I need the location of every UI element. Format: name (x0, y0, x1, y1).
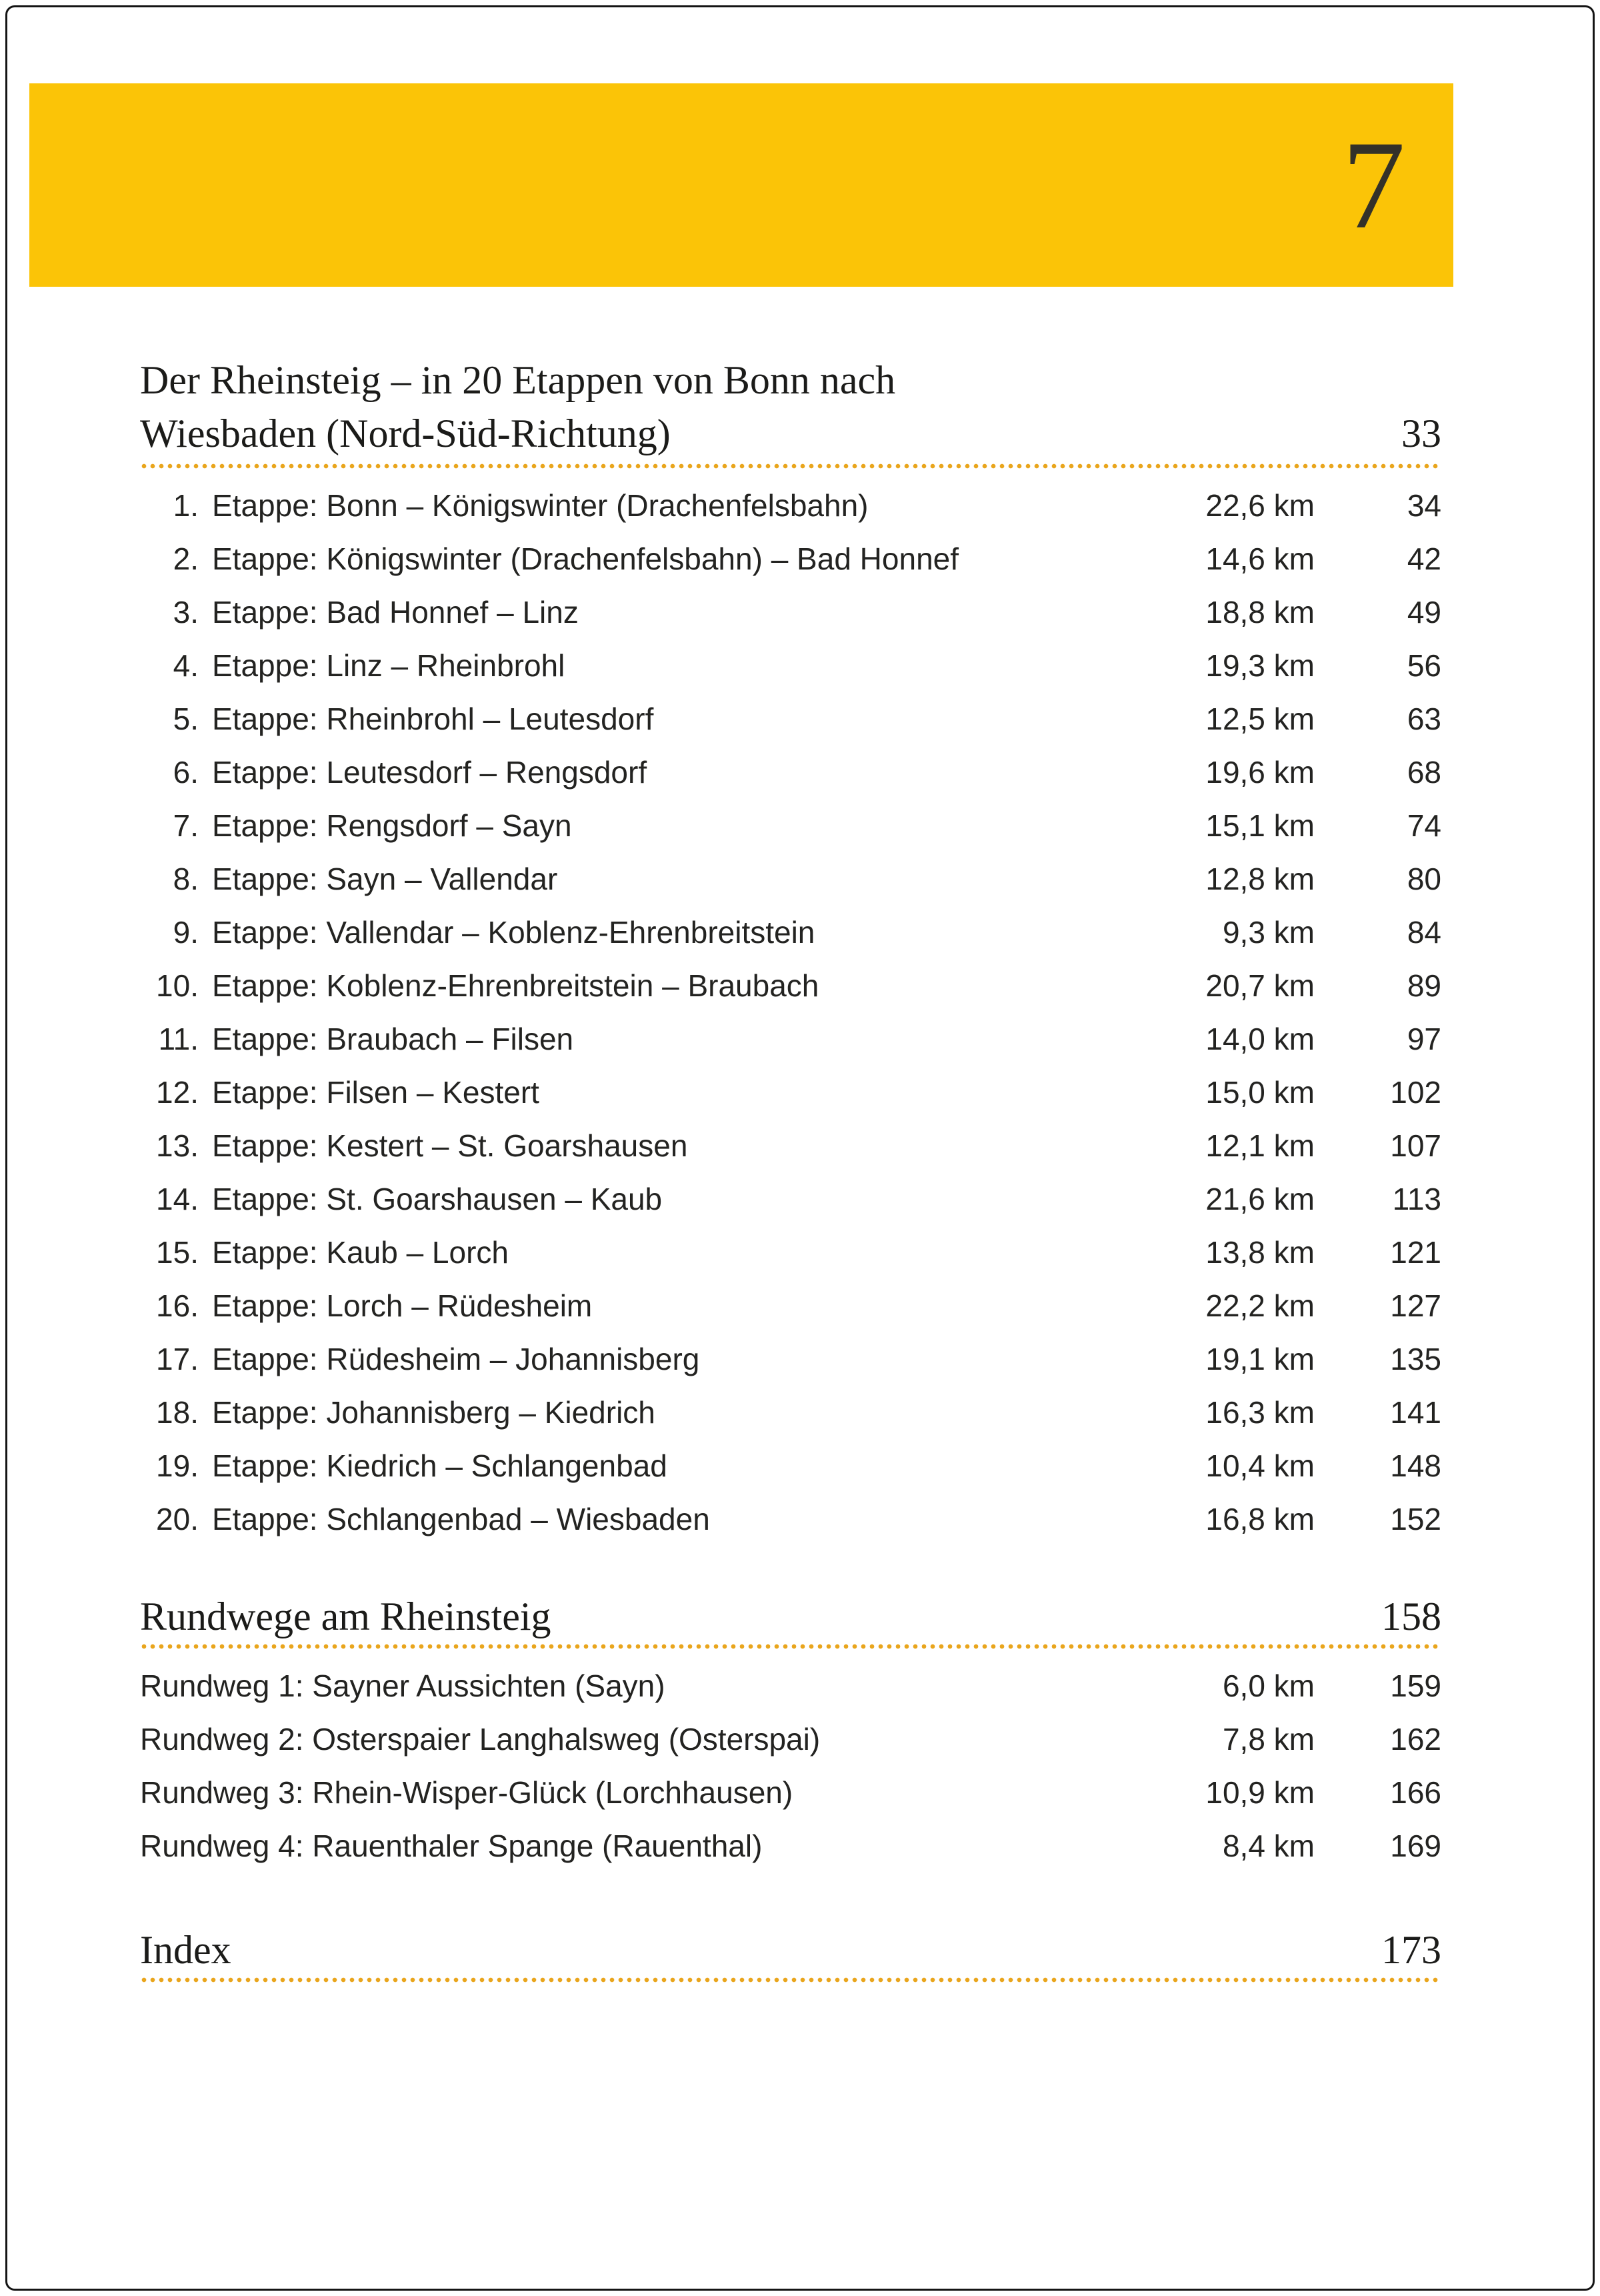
toc-entry-row (140, 852, 1441, 906)
entry-distance: 19,6 km (1205, 755, 1315, 790)
entry-distance: 19,3 km (1205, 648, 1315, 683)
entry-distance: 9,3 km (1222, 915, 1315, 950)
entry-distance: 13,8 km (1205, 1235, 1315, 1270)
toc-entry-row (140, 479, 1441, 532)
entry-distance: 18,8 km (1205, 595, 1315, 630)
entry-page: 102 (1390, 1075, 1441, 1110)
toc-entry-row (140, 1226, 1441, 1279)
entry-label: Etappe: Sayn – Vallendar (212, 862, 558, 896)
entry-label: Rundweg 3: Rhein-Wisper-Glück (Lorchhausen) (140, 1775, 793, 1810)
entry-label: Etappe: Bonn – Königswinter (Drachenfelsbahn) (212, 488, 869, 523)
main-section-title-line1: Der Rheinsteig – in 20 Etappen von Bonn nach (140, 358, 896, 402)
toc-entry-row (140, 906, 1441, 959)
entry-distance: 10,4 km (1205, 1448, 1315, 1483)
entry-label: Rundweg 1: Sayner Aussichten (Sayn) (140, 1668, 665, 1703)
entry-label: Etappe: Rengsdorf – Sayn (212, 808, 572, 843)
entry-label: Etappe: Johannisberg – Kiedrich (212, 1395, 655, 1430)
entry-page: 166 (1390, 1775, 1441, 1810)
toc-entry-row (140, 1712, 1441, 1766)
entry-number: 7. (173, 808, 199, 843)
dotted-leader (140, 463, 1441, 469)
entry-label: Etappe: Königswinter (Drachenfelsbahn) – Bad Honnef (212, 541, 959, 576)
entry-page: 135 (1390, 1342, 1441, 1376)
rundwege-section-title: Rundwege am Rheinsteig (140, 1594, 551, 1638)
entry-number: 6. (173, 755, 199, 790)
main-section-title-line2: Wiesbaden (Nord-Süd-Richtung) (140, 411, 671, 455)
entry-label: Etappe: Rheinbrohl – Leutesdorf (212, 702, 654, 736)
entry-page: 63 (1407, 702, 1441, 736)
entry-number: 3. (173, 595, 199, 630)
entry-distance: 12,8 km (1205, 862, 1315, 896)
toc-entry-row (140, 959, 1441, 1012)
etappen-list (140, 479, 1441, 1546)
entry-distance: 14,0 km (1205, 1022, 1315, 1056)
entry-number: 19. (156, 1448, 199, 1483)
page-number: 7 (1342, 115, 1405, 255)
index-section-page: 173 (1381, 1928, 1441, 1972)
entry-page: 113 (1392, 1182, 1441, 1216)
entry-page: 80 (1407, 862, 1441, 896)
entry-distance: 12,1 km (1205, 1128, 1315, 1163)
entry-distance: 6,0 km (1222, 1668, 1315, 1703)
entry-page: 127 (1390, 1288, 1441, 1323)
entry-number: 18. (156, 1395, 199, 1430)
entry-page: 49 (1407, 595, 1441, 630)
toc-entry-row (140, 1819, 1441, 1873)
entry-page: 162 (1390, 1722, 1441, 1757)
main-section-page: 33 (1401, 411, 1441, 455)
entry-number: 17. (156, 1342, 199, 1376)
entry-label: Etappe: Schlangenbad – Wiesbaden (212, 1502, 710, 1536)
entry-page: 68 (1407, 755, 1441, 790)
entry-page: 42 (1407, 541, 1441, 576)
entry-distance: 7,8 km (1222, 1722, 1315, 1757)
rundwege-list (140, 1659, 1441, 1873)
entry-page: 34 (1407, 488, 1441, 523)
entry-distance: 12,5 km (1205, 702, 1315, 736)
toc-entry-row (140, 1172, 1441, 1226)
entry-number: 9. (173, 915, 199, 950)
toc-index-section (140, 1926, 1441, 1983)
entry-number: 8. (173, 862, 199, 896)
index-section-title: Index (140, 1928, 231, 1972)
entry-label: Etappe: Lorch – Rüdesheim (212, 1288, 593, 1323)
entry-distance: 20,7 km (1205, 968, 1315, 1003)
table-of-contents (140, 353, 1441, 1993)
entry-page: 148 (1390, 1448, 1441, 1483)
entry-number: 2. (173, 541, 199, 576)
toc-entry-row (140, 1659, 1441, 1712)
toc-entry-row (140, 586, 1441, 639)
toc-entry-row (140, 799, 1441, 852)
chapter-header-band (29, 83, 1453, 287)
entry-page: 89 (1407, 968, 1441, 1003)
entry-number: 16. (156, 1288, 199, 1323)
entry-label: Etappe: Braubach – Filsen (212, 1022, 574, 1056)
entry-label: Rundweg 2: Osterspaier Langhalsweg (Osterspai) (140, 1722, 821, 1757)
toc-entry-row (140, 639, 1441, 692)
entry-page: 169 (1390, 1829, 1441, 1863)
entry-page: 152 (1390, 1502, 1441, 1536)
entry-distance: 15,0 km (1205, 1075, 1315, 1110)
entry-distance: 8,4 km (1222, 1829, 1315, 1863)
entry-number: 12. (156, 1075, 199, 1110)
entry-distance: 19,1 km (1205, 1342, 1315, 1376)
entry-page: 97 (1407, 1022, 1441, 1056)
entry-number: 15. (156, 1235, 199, 1270)
entry-label: Etappe: Leutesdorf – Rengsdorf (212, 755, 647, 790)
toc-entry-row (140, 1012, 1441, 1066)
entry-distance: 16,8 km (1205, 1502, 1315, 1536)
entry-number: 20. (156, 1502, 199, 1536)
toc-entry-row (140, 532, 1441, 586)
entry-number: 5. (173, 702, 199, 736)
entry-label: Etappe: Linz – Rheinbrohl (212, 648, 565, 683)
toc-entry-row (140, 1492, 1441, 1546)
entry-label: Etappe: Kiedrich – Schlangenbad (212, 1448, 667, 1483)
entry-page: 121 (1390, 1235, 1441, 1270)
rundwege-section-page: 158 (1381, 1594, 1441, 1638)
toc-entry-row (140, 692, 1441, 746)
entry-label: Etappe: Kestert – St. Goarshausen (212, 1128, 688, 1163)
entry-page: 107 (1390, 1128, 1441, 1163)
entry-page: 56 (1407, 648, 1441, 683)
dotted-leader (140, 1643, 1441, 1650)
entry-distance: 21,6 km (1205, 1182, 1315, 1216)
toc-entry-row (140, 1119, 1441, 1172)
entry-distance: 22,2 km (1205, 1288, 1315, 1323)
toc-entry-row (140, 1066, 1441, 1119)
entry-number: 11. (158, 1022, 199, 1056)
entry-number: 13. (156, 1128, 199, 1163)
entry-label: Etappe: Kaub – Lorch (212, 1235, 509, 1270)
toc-entry-row (140, 1279, 1441, 1332)
entry-number: 10. (156, 968, 199, 1003)
entry-number: 4. (173, 648, 199, 683)
entry-label: Etappe: Bad Honnef – Linz (212, 595, 579, 630)
entry-page: 84 (1407, 915, 1441, 950)
entry-distance: 10,9 km (1205, 1775, 1315, 1810)
toc-entry-row (140, 1439, 1441, 1492)
entry-number: 1. (173, 488, 199, 523)
entry-label: Etappe: Rüdesheim – Johannisberg (212, 1342, 700, 1376)
entry-label: Etappe: Vallendar – Koblenz-Ehrenbreitstein (212, 915, 815, 950)
toc-entry-row (140, 746, 1441, 799)
entry-number: 14. (156, 1182, 199, 1216)
entry-page: 74 (1407, 808, 1441, 843)
dotted-leader (140, 1977, 1441, 1983)
entry-label: Etappe: Filsen – Kestert (212, 1075, 539, 1110)
entry-label: Etappe: Koblenz-Ehrenbreitstein – Braubach (212, 968, 819, 1003)
entry-page: 141 (1390, 1395, 1441, 1430)
toc-entry-row (140, 1766, 1441, 1819)
entry-distance: 14,6 km (1205, 541, 1315, 576)
toc-entry-row (140, 1386, 1441, 1439)
entry-label: Rundweg 4: Rauenthaler Spange (Rauenthal) (140, 1829, 763, 1863)
entry-label: Etappe: St. Goarshausen – Kaub (212, 1182, 663, 1216)
entry-distance: 15,1 km (1205, 808, 1315, 843)
toc-entry-row (140, 1332, 1441, 1386)
toc-rundwege-section (140, 1592, 1441, 1873)
entry-distance: 16,3 km (1205, 1395, 1315, 1430)
toc-main-section (140, 353, 1441, 1546)
entry-distance: 22,6 km (1205, 488, 1315, 523)
entry-page: 159 (1390, 1668, 1441, 1703)
